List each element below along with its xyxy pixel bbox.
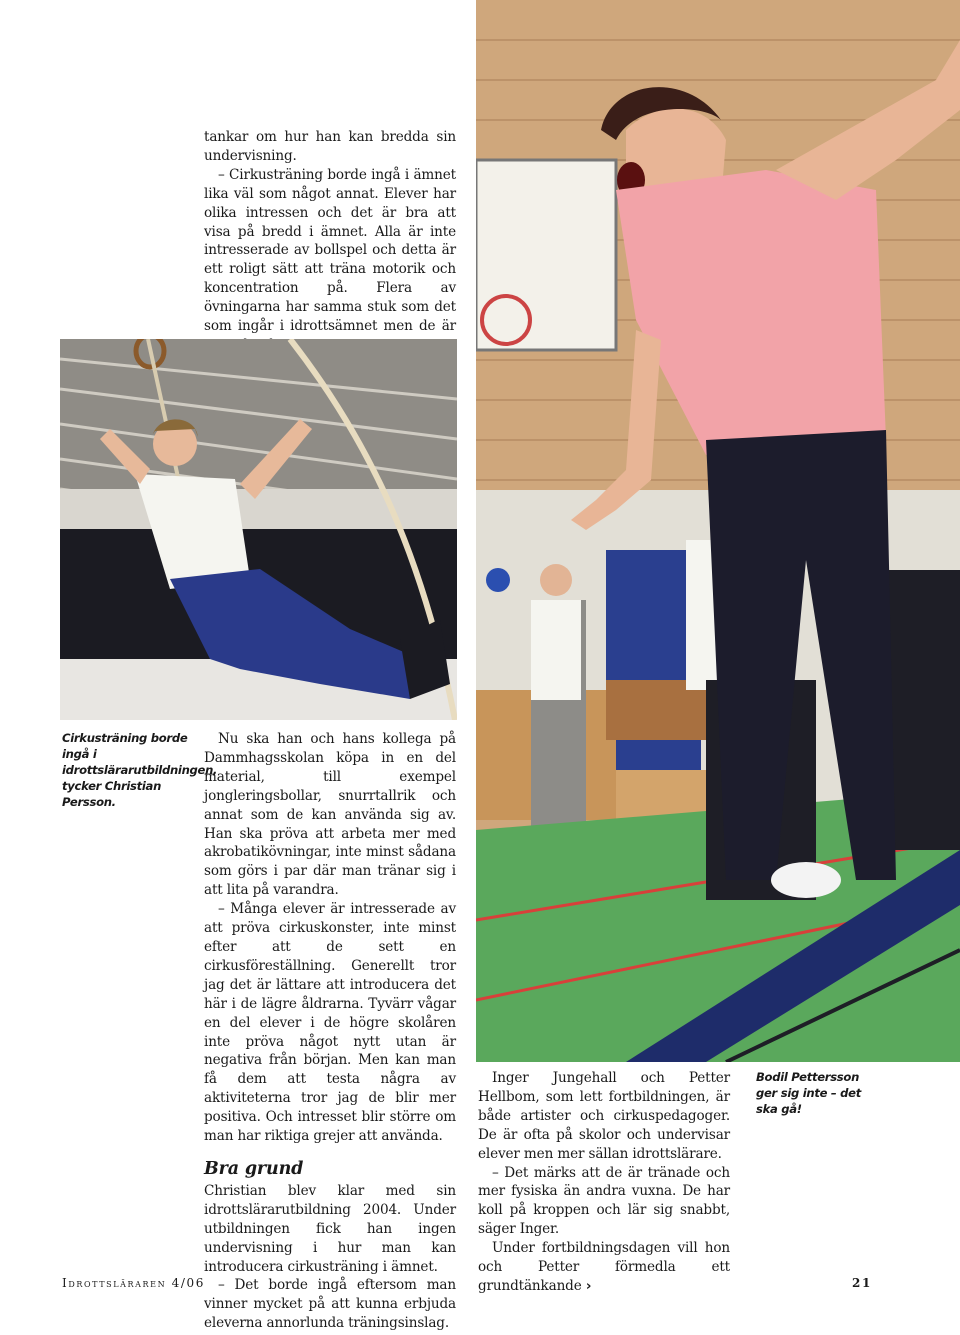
photo-bodil-pettersson (476, 0, 960, 1062)
paragraph: Christian blev klar med sin idrottslärarutbildning 2004. Under utbildningen fick han ingen undervisning i hur man kan introducera cirkusträning i ämnet. (204, 1182, 456, 1275)
paragraph: Inger Jungehall och Petter Hellbom, som lett fortbildningen, är både artister och cirkuspedagoger. De är ofta på skolor och undervisar elever men mer sällan idrottslärare. (478, 1070, 730, 1162)
middle-text-column (204, 730, 456, 1333)
subheading: Bra grund (204, 1158, 304, 1179)
right-text-column (478, 1069, 730, 1296)
footer-magazine-name: Idrottsläraren 4/06 (62, 1276, 205, 1290)
paragraph: – Cirkusträning borde ingå i ämnet lika väl som något annat. Elever har olika intressen och det är bra att visa på bredd i ämnet. Alla är inte intresserade av bollspel och detta är ett roligt sätt att träna motorik och koncentration på. Flera av övningarna har samma stuk som det som ingår i idrottsämnet men de är (204, 166, 456, 335)
paragraph: – Det borde ingå eftersom man vinner mycket på att kunna erbjuda eleverna annorlunda träningsinslag. (204, 1277, 456, 1332)
paragraph: tankar om hur han kan bredda sin undervisning. (204, 129, 456, 164)
page-number: 21 (852, 1276, 872, 1290)
paragraph: – Många elever är intresserade av att pröva cirkuskonster, inte minst efter att de sett en cirkusföreställning. Generellt tror jag det är lättare att introducera det här i de lägre åldrarna. Tyvärr vågar en del elever i de högre skolåren inte pröva något nytt utan är negativa från början. Men kan man få dem att testa några av aktiviteterna tror jag de blir mer positiva. Och intresset blir större om man har riktiga grejer att använda. (204, 901, 456, 1145)
paragraph-text: Under fortbildningsdagen vill hon och Petter förmedla ett grundtänkande (478, 1240, 730, 1294)
paragraph: Nu ska han och hans kollega på Dammhagsskolan köpa in en del material, till exempel jongleringsbollar, snurrtallrik och annat som de kan använda sig av. Han ska pröva att arbeta mer med akrobatikövningar, inte minst sådana som görs i par där man tränar sig i att lita på varandra. (204, 731, 456, 899)
photo-caption-left: Cirkusträning borde ingå i idrottslärarutbildningen, tycker Christian Persson. (62, 731, 218, 809)
photo-caption-right: Bodil Pettersson ger sig inte – det ska gå! (756, 1070, 861, 1116)
continue-arrow-icon: › (585, 1277, 592, 1294)
paragraph (478, 1239, 730, 1296)
top-text-column (204, 128, 456, 355)
paragraph: – Det märks att de är tränade och mer fysiska än andra vuxna. De har koll på kroppen och lär sig snabbt, säger Inger. (478, 1164, 730, 1238)
photo-christian-persson (60, 339, 457, 720)
